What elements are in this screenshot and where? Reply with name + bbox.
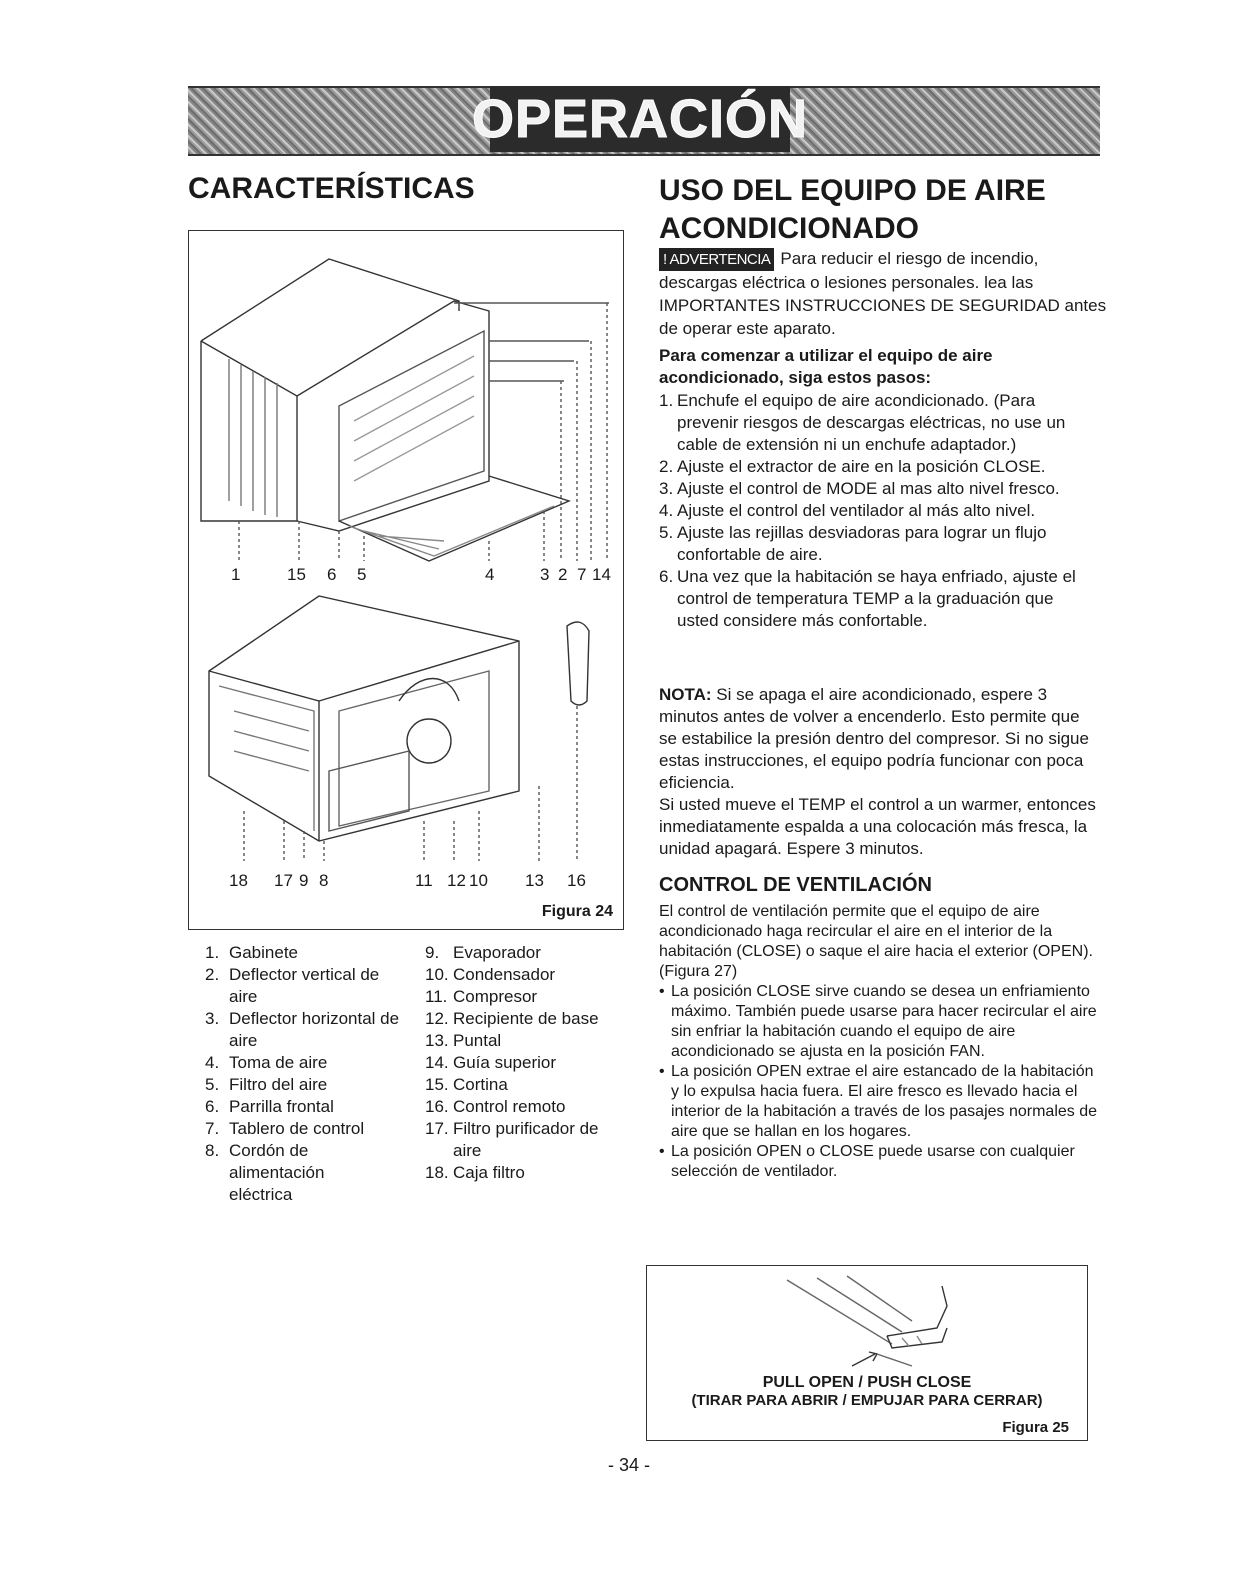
warning-badge: ! ADVERTENCIA [659, 248, 774, 271]
section-heading-line-1: USO DEL EQUIPO DE AIRE [659, 174, 1046, 207]
callout-4: 4 [485, 565, 495, 584]
figure-25-caption-en: PULL OPEN / PUSH CLOSE [762, 1374, 972, 1391]
vent-intro: El control de ventilación permite que el equipo de aire acondicionado haga recircular el aire en el interior de la habitación (CLOSE) o saque el aire hacia el exterior (OPEN). [659, 903, 1093, 960]
step-item: 4. Ajuste el control del ventilador al más alto nivel. [659, 501, 1036, 520]
callout-2: 2 [558, 565, 568, 584]
note-label: NOTA: [659, 685, 712, 704]
section-heading-line-2: ACONDICIONADO [659, 212, 919, 245]
legend-item: 8. Cordón de alimentación eléctrica [205, 1141, 325, 1204]
legend-item: 1. Gabinete [205, 943, 298, 962]
legend-column-2 [425, 942, 625, 1184]
step-item: 2. Ajuste el extractor de aire en la posición CLOSE. [659, 457, 1046, 476]
callout-16: 16 [567, 871, 586, 890]
legend-item: 5. Filtro del aire [205, 1075, 328, 1094]
vent-section [659, 902, 1099, 1182]
legend-item: 4. Toma de aire [205, 1053, 328, 1072]
legend-item: 18. Caja filtro [425, 1163, 525, 1182]
callout-15: 15 [287, 565, 306, 584]
callout-1: 1 [231, 565, 241, 584]
legend-item: 15. Cortina [425, 1075, 508, 1094]
steps-list [659, 390, 1099, 632]
warning-text: Para reducir el riesgo de incendio, descargas eléctrica o lesiones personales. lea las IMPORTANTES INSTRUCCIONES DE SEGURIDAD antes de operar este aparato. [659, 249, 1107, 338]
callout-11: 11 [415, 871, 433, 890]
callout-18: 18 [229, 871, 248, 890]
note-text-2: Si usted mueve el TEMP el control a un warmer, entonces inmediatamente espalda a una colocación más fresca, la unidad apagará. Espere 3 minutos. [659, 795, 1096, 858]
callout-10: 10 [469, 871, 488, 890]
legend-item: 17. Filtro purificador de aire [425, 1119, 599, 1160]
callout-9: 9 [299, 871, 309, 890]
step-item: 6. Una vez que la habitación se haya enfriado, ajuste el control de temperatura TEMP a la graduación que usted considere más confortable. [659, 567, 1076, 630]
legend-column-1 [205, 942, 400, 1206]
legend-item: 6. Parrilla frontal [205, 1097, 334, 1116]
callout-3: 3 [540, 565, 550, 584]
legend-item: 14. Guía superior [425, 1053, 556, 1072]
page-number: - 34 - [608, 1455, 651, 1475]
legend-item: 3. Deflector horizontal de aire [205, 1009, 400, 1050]
vent-heading: CONTROL DE VENTILACIÓN [659, 874, 932, 896]
callout-7: 7 [577, 565, 587, 584]
note-paragraph [659, 684, 1099, 860]
vent-bullet: • La posición OPEN extrae el aire estancado de la habitación y lo expulsa hacia fuera. El aire fresco es llevado hacia el interior de la habitación a través de los pasajes normales de aire que se hallan en los hogares. [659, 1063, 1098, 1140]
legend-item: 10. Condensador [425, 965, 556, 984]
legend-item: 9. Evaporador [425, 943, 541, 962]
callout-13: 13 [525, 871, 544, 890]
legend-item: 16. Control remoto [425, 1097, 566, 1116]
vent-bullet: • La posición OPEN o CLOSE puede usarse con cualquier selección de ventilador. [659, 1143, 1075, 1180]
legend-item: 7. Tablero de control [205, 1119, 365, 1138]
legend-item: 2. Deflector vertical de aire [205, 965, 380, 1006]
figure-25-label: Figura 25 [1002, 1419, 1069, 1436]
legend-item: 13. Puntal [425, 1031, 502, 1050]
figure-24 [188, 230, 624, 930]
vent-figure-ref: (Figura 27) [659, 963, 738, 980]
step-item: 3. Ajuste el control de MODE al mas alto nivel fresco. [659, 479, 1060, 498]
figure-24-caption: Figura 24 [541, 903, 613, 920]
vent-bullet: • La posición CLOSE sirve cuando se desea un enfriamiento máximo. También puede usarse para hacer recircular el aire sin enfriar la habitación cuando el equipo de aire acondicionado se ajusta en la posición FAN. [659, 983, 1097, 1060]
callout-5: 5 [357, 565, 367, 584]
callout-8: 8 [319, 871, 329, 890]
legend-item: 11. Compresor [425, 987, 538, 1006]
steps-heading: Para comenzar a utilizar el equipo de aire acondicionado, siga estos pasos: [659, 346, 993, 387]
note-text: Si se apaga el aire acondicionado, espere 3 minutos antes de volver a encenderlo. Esto permite que se estabilice la presión dentro del compresor. Si no sigue estas instrucciones, el equipo podría funcionar con poca eficiencia. [659, 685, 1089, 792]
warning-paragraph [659, 247, 1109, 340]
step-item: 5. Ajuste las rejillas desviadoras para lograr un flujo confortable de aire. [659, 523, 1047, 564]
callout-17: 17 [274, 871, 293, 890]
section-heading-uso [659, 172, 1046, 248]
page-title: OPERACIÓN [490, 86, 790, 152]
callout-14: 14 [592, 565, 611, 584]
step-item: 1. Enchufe el equipo de aire acondicionado. (Para prevenir riesgos de descargas eléctricas, no use un cable de extensión ni un enchufe adaptador.) [659, 391, 1066, 454]
legend-item: 12. Recipiente de base [425, 1009, 599, 1028]
section-heading-caracteristicas: CARACTERÍSTICAS [188, 172, 475, 205]
vent-lever-illustration [647, 1266, 1089, 1376]
callout-12: 12 [447, 871, 466, 890]
figure-25-caption-es: (TIRAR PARA ABRIR / EMPUJAR PARA CERRAR) [691, 1392, 1043, 1409]
callout-6: 6 [327, 565, 337, 584]
figure-25 [646, 1265, 1088, 1441]
